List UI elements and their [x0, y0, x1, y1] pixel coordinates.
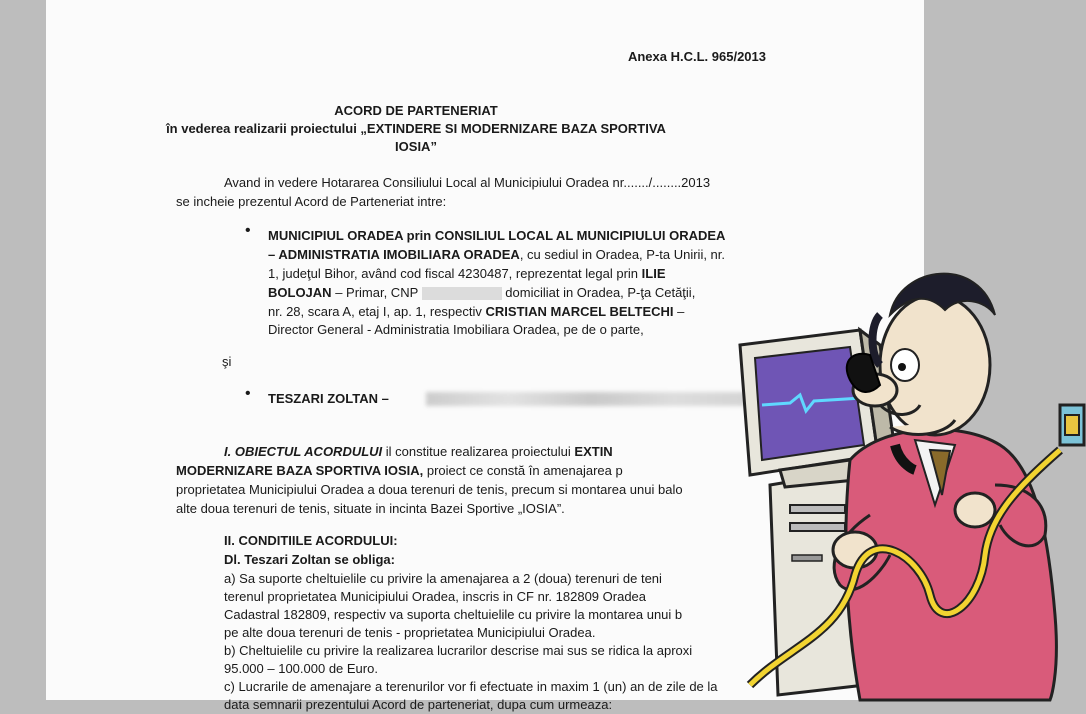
intro-line-2: se incheie prezentul Acord de Parteneriat intre:: [176, 194, 447, 209]
section-1-line-2: MODERNIZARE BAZA SPORTIVA IOSIA, proiect ce constă în amenajarea p: [176, 463, 623, 478]
section-1-line-3: proprietatea Municipiului Oradea a doua terenuri de tenis, precum si montarea unui balo: [176, 482, 683, 497]
party-1-line-5: nr. 28, scara A, etaj I, ap. 1, respectiv CRISTIAN MARCEL BELTECHI –: [268, 304, 685, 319]
document-subtitle: în vederea realizarii proiectului „EXTINDERE SI MODERNIZARE BAZA SPORTIVA: [166, 121, 666, 136]
bullet-party-1: •: [245, 222, 251, 239]
condition-a-line-2: terenul proprietatea Municipiului Oradea, inscris in CF nr. 182809 Oradea: [224, 589, 647, 604]
condition-c-line-1: c) Lucrarile de amenajare a terenurilor vor fi efectuate in maxim 1 (un) an de zile de la: [224, 679, 718, 694]
bullet-party-2: •: [245, 385, 251, 402]
section-1-line-1: I. OBIECTUL ACORDULUI il constitue realizarea proiectului EXTIN: [224, 444, 613, 459]
annex-reference: Anexa H.C.L. 965/2013: [627, 49, 766, 64]
party-1-line-2: – ADMINISTRATIA IMOBILIARA ORADEA, cu sediul in Oradea, P-ta Unirii, nr.: [268, 247, 726, 262]
party-1-line-1: MUNICIPIUL ORADEA prin CONSILIUL LOCAL AL MUNICIPIULUI ORADEA: [268, 228, 726, 243]
cartoon-illustration: [730, 255, 1086, 700]
condition-b-line-2: 95.000 – 100.000 de Euro.: [224, 661, 378, 676]
section-2-subheading: Dl. Teszari Zoltan se obliga:: [224, 552, 395, 567]
condition-a-line-1: a) Sa suporte cheltuielile cu privire la amenajarea a 2 (doua) terenuri de teni: [224, 571, 662, 586]
condition-c-line-2: data semnarii prezentului Acord de parteneriat, dupa cum urmeaza:: [224, 697, 613, 712]
party-1-line-4: BOLOJAN – Primar, CNP domiciliat in Oradea, P-ţa Cetăţii,: [268, 285, 696, 300]
redacted-cnp: [422, 287, 502, 300]
intro-line-1: Avand in vedere Hotararea Consiliului Local al Municipiului Oradea nr......./........2013: [224, 175, 711, 190]
redacted-party-2-details: [426, 392, 756, 406]
conjunction: şi: [222, 354, 232, 369]
section-1-line-4: alte doua terenuri de tenis, situate in incinta Bazei Sportive „IOSIA”.: [176, 501, 565, 516]
condition-a-line-3: Cadastral 182809, respectiv va suporta cheltuielile cu privire la montarea unui b: [224, 607, 683, 622]
document-title: ACORD DE PARTENERIAT: [334, 103, 498, 118]
party-2-name: TESZARI ZOLTAN –: [268, 391, 389, 406]
party-1-line-3: 1, judeţul Bihor, având cod fiscal 4230487, reprezentat legal prin ILIE: [268, 266, 666, 281]
document-subtitle-cont: IOSIA”: [395, 139, 437, 154]
condition-b-line-1: b) Cheltuielile cu privire la realizarea lucrarilor descrise mai sus se ridica la aproxi: [224, 643, 693, 658]
section-2-heading: II. CONDITIILE ACORDULUI:: [224, 533, 398, 548]
condition-a-line-4: pe alte doua terenuri de tenis - proprietatea Municipiului Oradea.: [224, 625, 596, 640]
party-1-line-6: Director General - Administratia Imobiliara Oradea, pe de o parte,: [268, 322, 644, 337]
